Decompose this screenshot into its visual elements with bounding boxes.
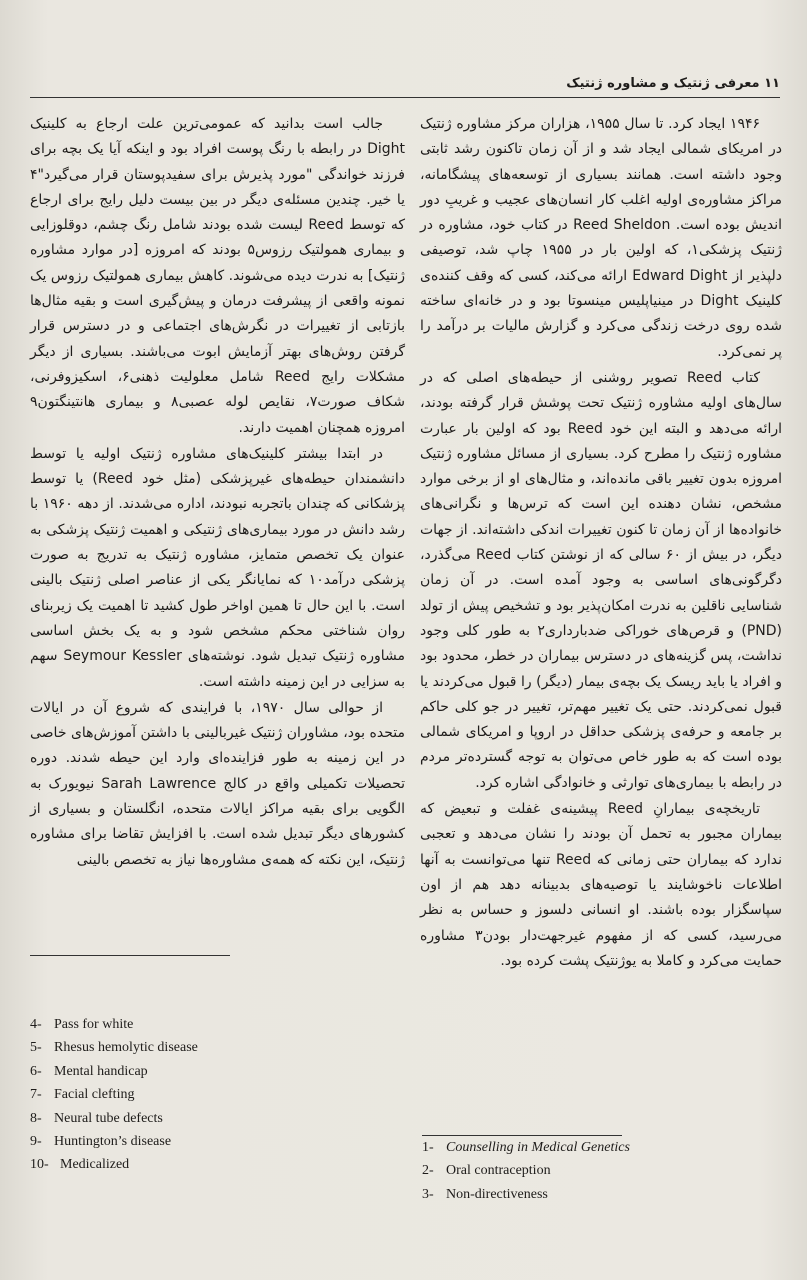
footnote: 9- Huntington’s disease: [30, 1134, 172, 1150]
right-column: [420, 112, 782, 974]
footnote: 6- Mental handicap: [30, 1063, 148, 1079]
running-title: معرفی ژنتیک و مشاوره ژنتیک: [566, 76, 760, 91]
paragraph: تاریخچه‌ی بیمارانِ Reed پیشینه‌ی غفلت و تبعیض که بیماران مجبور به تحمل آن بودند را نشان می‌دهد و تعجبی ندارد که بیماران حتی زمانی که Reed تنها می‌توانست به آنها اطلاعات ناخوشایند یا توصیه‌های بدبینانه دهد هم از اون سپاسگزار بوده باشند. او انسانی دلسوز و حساس به نظر می‌رسید، کسی که از مفهوم غیرجهت‌دار بودن۳ مشاوره حمایت می‌کرد و کاملا به یوژنتیک پشت کرده بود.: [420, 801, 783, 969]
footnote: 8- Neural tube defects: [30, 1110, 163, 1126]
paragraph: ۱۹۴۶ ایجاد کرد. تا سال ۱۹۵۵، هزاران مرکز مشاوره ژنتیک در امریکای شمالی ایجاد شد و از آن زمان تاکنون رشد ثابتی وجود داشته است. همانند بسیاری از توسعه‌های پیشگامانه، مراکز مشاوره‌ی اولیه اغلب کار انسان‌های عجیب و غریبِ دور اندیش بوده است. Reed Sheldon در کتاب خود، مشاوره در ژنتیک پزشکی۱، که اولین بار در ۱۹۵۵ چاپ شد، توصیفی دلپذیر از Edward Dight ارائه می‌کند، کسی که وقف کننده‌ی کلینیک Dight در مینیاپلیس مینسوتا بود و در خانه‌ای ساخته شده روی درخت زندگی می‌کرد و گزارش مالیات بر درآمد را پر نمی‌کرد.: [420, 116, 783, 360]
footnote: 4- Pass for white: [30, 1017, 134, 1032]
footnote: 5- Rhesus hemolytic disease: [30, 1040, 198, 1056]
footnote: 2- Oral contraception: [422, 1163, 551, 1179]
paragraph: کتاب Reed تصویر روشنی از حیطه‌های اصلی که در سال‌های اولیه مشاوره ژنتیک تحت پوشش قرار گرفته بودند، ارائه می‌دهد و البته این خود Reed بود که اولین بار عبارت مشاوره ژنتیک را مطرح کرد. بسیاری از مسائل مشاوره ژنتیک امروزه بدون تغییر باقی مانده‌اند، و مثال‌های او از برخی موارد مشخص، نشان دهنده این است که ترس‌ها و نگرانی‌های خانواده‌ها از آن زمان تا کنون تغییرات اندکی داشته‌اند. از جهات دیگر، در بیش از ۶۰ سالی که از نوشتن کتاب Reed می‌گذرد، دگرگونی‌های اساسی به وجود آمده است. در آن زمان شناسایی ناقلین به ندرت امکان‌پذیر بود و تشخیص پیش از تولد (PND) و قرص‌های خوراکی ضدبارداری۲ به طور کلی وجود نداشت، پس گزینه‌های در دسترس بیماران در خطر، محدود بود و افراد یا باید ریسک یک بچه‌ی بیمار (دیگر) را قبول می‌کردند یا قبول نمی‌کردند. حتی یک تغییر مهم‌تر، تغییر در جو کلی حاکم بر جامعه و حرفه‌ی پزشکی حداقل در اروپا و امریکای شمالی بوده است که به طور خاص می‌توان به توجه گسترده‌تر مردم در رابطه با بیماری‌های توارثی و خانوادگی اشاره کرد.: [420, 369, 782, 791]
left-column: [30, 112, 405, 873]
paragraph: جالب است بدانید که عمومی‌ترین علت ارجاع به کلینیک Dight در رابطه با رنگ پوست افراد بود و اینکه آیا یک بچه برای فرزند خواندگی "مورد پذیرش برای سفیدپوستان قرار می‌گیرد"۴ یا خیر. چندین مسئله‌ی دیگر در بین بیست دلیل رایج برای ارجاع که توسط Reed لیست شده بودند شامل رنگ چشم، دوقلوزایی و بیماری همولتیک رزوس۵ بودند که امروزه [در موارد مشاوره ژنتیک] به ندرت دیده می‌شوند. کاهش بیماری همولتیک رزوس یک نمونه واقعی از پیشرفت درمان و پیش‌گیری است و بقیه مثال‌ها بازتابی از تغییرات در نگرش‌های اجتماعی و در دسترس قرار گرفتن روش‌های بهتر آزمایش ابوت می‌باشند. بسیاری از دیگر مشکلات رایج Reed شامل معلولیت ذهنی۶، اسکیزوفرنی، شکاف صورت۷، نقایص لوله عصبی۸ و بیماری هانتینگتون۹ امروزه همچنان اهمیت دارند.: [30, 116, 406, 436]
footnote-rule: [30, 955, 230, 956]
page-number: ۱۱: [764, 76, 780, 91]
footnotes-right: [422, 1136, 630, 1206]
footnotes-left: [30, 1013, 198, 1177]
running-header: [30, 76, 780, 98]
header-rule: [30, 97, 780, 98]
footnote: 10- Medicalized: [30, 1157, 130, 1173]
paragraph: در ابتدا بیشتر کلینیک‌های مشاوره ژنتیک اولیه یا توسط دانشمندان حیطه‌های غیرپزشکی (مثل خود Reed) یا توسط پزشکانی که چندان باتجربه نبودند، اداره می‌شدند. از دهه ۱۹۶۰ با رشد دانش در مورد بیماری‌های ژنتیکی و اهمیت ژنتیک پزشکی به عنوان یک تخصص متمایز، مشاوره ژنتیک به تدریج به صورت پزشکی درآمد۱۰ که نمایانگر یکی از عناصر اصلی ژنتیک بالینی است. با این حال تا همین اواخر طول کشید تا اهمیت یک زیربنای روان شناختی محکم مشخص شود و به یک بخش اساسی مشاوره ژنتیک تبدیل شود. نوشته‌های Seymour Kessler سهم به سزایی در این زمینه داشته است.: [30, 445, 406, 690]
footnote: 3- Non-directiveness: [422, 1186, 548, 1202]
footnote: 7- Facial clefting: [30, 1087, 135, 1103]
paragraph: از حوالی سال ۱۹۷۰، با فرایندی که شروع آن در ایالات متحده بود، مشاوران ژنتیک غیربالینی با داشتن آموزش‌های خاصی در این زمینه به طور فزاینده‌ای وارد این حیطه شدند. دوره تحصیلات تکمیلی واقع در کالج Sarah Lawrence نیویورک به الگویی برای بقیه مراکز ایالات متحده، انگلستان و بسیاری از کشورهای دیگر تبدیل شده است. با افزایش تقاضا برای مشاوره ژنتیک، این نکته که همه‌ی مشاوره‌ها نیاز به تخصص بالینی: [30, 699, 406, 868]
footnote: 1- Counselling in Medical Genetics: [422, 1140, 630, 1155]
